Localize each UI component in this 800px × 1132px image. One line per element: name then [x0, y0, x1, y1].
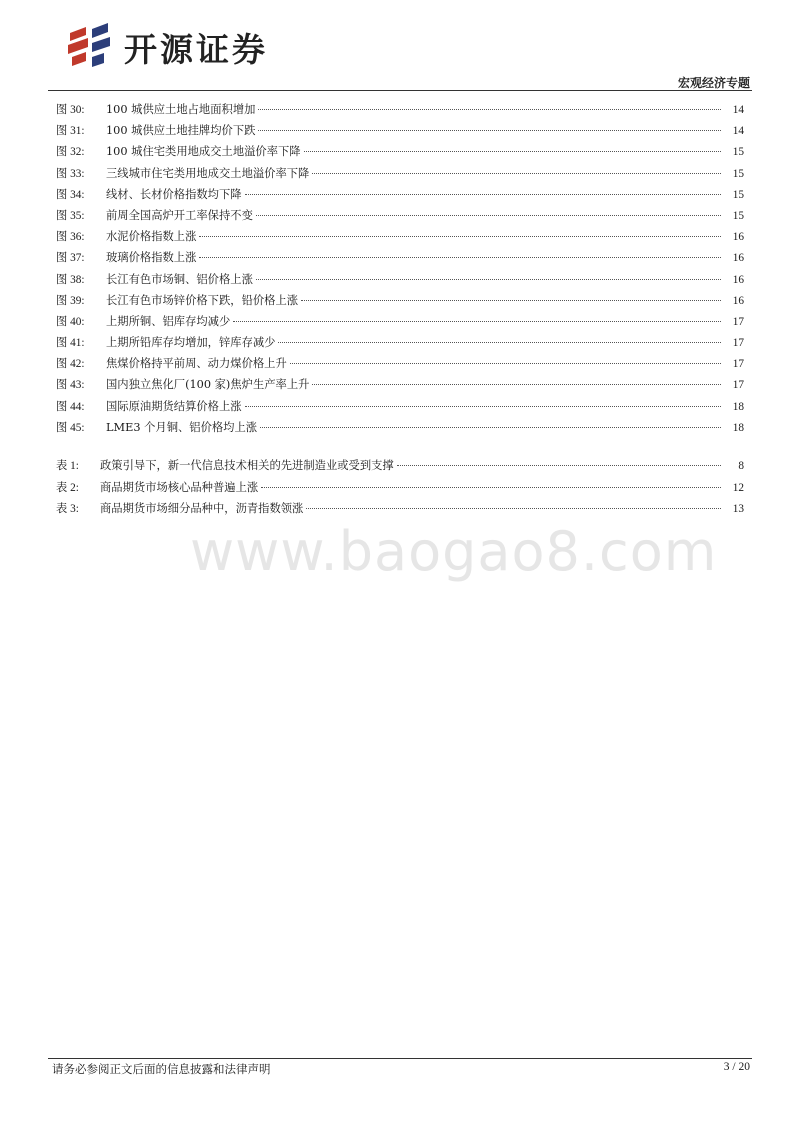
figure-entry-number: 图 42: [56, 358, 85, 371]
figure-entry-page: 18 [732, 421, 744, 434]
company-logo [64, 22, 304, 72]
figure-entry-leader-dots [199, 236, 721, 237]
figure-entry[interactable] [56, 355, 744, 376]
footer-divider [48, 1058, 752, 1059]
logo-text: 开源证券 [124, 29, 268, 69]
table-entry-page: 8 [738, 460, 744, 472]
figure-entry-number: 图 40: [56, 315, 85, 328]
figure-entry-leader-dots [312, 173, 721, 174]
figure-entry-number: 图 44: [56, 400, 85, 413]
figure-entry[interactable] [56, 313, 744, 334]
figure-entry-number: 图 39: [56, 294, 85, 307]
figure-entry-title: LME3 个月铜、铝价格均上涨 [106, 420, 258, 434]
figure-entry[interactable] [56, 228, 744, 249]
figure-entry[interactable] [56, 249, 744, 270]
figure-entry[interactable] [56, 398, 744, 419]
figure-entry-title: 三线城市住宅类用地成交土地溢价率下降 [106, 166, 310, 180]
figure-entry-title: 长江有色市场锌价格下跌，铅价格上涨 [106, 293, 299, 307]
figure-entry-leader-dots [258, 130, 721, 131]
figure-entry-leader-dots [304, 151, 721, 152]
figure-entry-page: 17 [732, 379, 744, 392]
table-entry-page: 13 [732, 503, 744, 515]
figure-entry[interactable] [56, 122, 744, 143]
figure-entry-leader-dots [245, 406, 721, 407]
figure-entry-number: 图 43: [56, 379, 85, 392]
table-list [56, 457, 744, 522]
figure-entry-leader-dots [245, 194, 721, 195]
page-number: 3 / 20 [723, 1061, 750, 1073]
figure-entry[interactable] [56, 143, 744, 164]
figure-entry-page: 17 [732, 337, 744, 350]
figure-entry-title: 前周全国高炉开工率保持不变 [106, 208, 253, 222]
figure-entry-leader-dots [258, 109, 721, 110]
figure-entry-page: 16 [732, 273, 744, 286]
figure-entry-number: 图 30: [56, 104, 85, 116]
logo-mark-icon [64, 23, 116, 71]
figure-entry[interactable] [56, 101, 744, 122]
figure-list [56, 101, 744, 440]
figure-entry-title: 线材、长材价格指数均下降 [106, 187, 242, 201]
figure-entry-page: 15 [732, 209, 744, 222]
figure-entry-title: 水泥价格指数上涨 [106, 230, 197, 244]
figure-entry[interactable] [56, 419, 744, 440]
figure-entry-page: 17 [732, 358, 744, 371]
figure-entry-page: 15 [732, 146, 744, 159]
figure-entry-title: 100 城供应土地占地面积增加 [106, 103, 256, 116]
figure-entry-leader-dots [278, 342, 721, 343]
table-entry[interactable] [56, 457, 744, 479]
figure-entry-page: 16 [732, 231, 744, 244]
footer-disclaimer: 请务必参阅正文后面的信息披露和法律声明 [52, 1062, 271, 1076]
figure-entry-page: 16 [732, 294, 744, 307]
figure-entry-number: 图 36: [56, 231, 85, 244]
figure-entry-number: 图 31: [56, 125, 85, 138]
figure-entry-leader-dots [256, 215, 721, 216]
figure-entry-number: 图 37: [56, 252, 85, 265]
figure-entry-leader-dots [199, 257, 721, 258]
table-entry-leader-dots [261, 487, 721, 488]
figure-entry-leader-dots [290, 363, 721, 364]
figure-entry[interactable] [56, 186, 744, 207]
figure-entry-number: 图 35: [56, 209, 85, 222]
figure-entry-number: 图 32: [56, 146, 85, 159]
figure-entry-page: 18 [732, 400, 744, 413]
figure-entry-page: 15 [732, 188, 744, 201]
figure-entry-leader-dots [260, 427, 721, 428]
figure-entry-title: 上期所铜、铝库存均减少 [106, 314, 231, 328]
figure-entry-title: 100 城住宅类用地成交土地溢价率下降 [106, 145, 301, 159]
figure-entry-leader-dots [312, 384, 721, 385]
table-entry-title: 商品期货市场细分品种中，沥青指数领涨 [100, 502, 304, 515]
table-entry[interactable] [56, 479, 744, 501]
figure-entry-title: 焦煤价格持平前周、动力煤价格上升 [106, 357, 287, 371]
watermark: www.baogao8.com [190, 520, 718, 583]
figure-entry-leader-dots [301, 300, 721, 301]
figure-entry[interactable] [56, 376, 744, 397]
figure-entry-title: 玻璃价格指数上涨 [106, 251, 197, 265]
table-entry-page: 12 [732, 481, 744, 494]
figure-entry[interactable] [56, 207, 744, 228]
figure-entry-page: 15 [732, 167, 744, 180]
figure-entry-page: 16 [732, 252, 744, 265]
figure-entry[interactable] [56, 292, 744, 313]
table-entry-number: 表 1: [56, 460, 79, 472]
table-entry-title: 商品期货市场核心品种普遍上涨 [100, 480, 259, 494]
section-label: 宏观经济专题 [677, 76, 750, 90]
figure-entry-number: 图 45: [56, 421, 85, 434]
table-entry-number: 表 3: [56, 503, 79, 515]
table-entry[interactable] [56, 500, 744, 522]
table-entry-number: 表 2: [56, 481, 79, 494]
figure-entry-title: 国内独立焦化厂(100 家)焦炉生产率上升 [106, 378, 310, 392]
figure-entry-page: 14 [732, 125, 744, 138]
figure-entry-number: 图 34: [56, 188, 85, 201]
figure-entry[interactable] [56, 271, 744, 292]
header-divider [48, 90, 752, 91]
table-entry-leader-dots [397, 465, 721, 466]
figure-entry-title: 长江有色市场铜、铝价格上涨 [106, 272, 253, 286]
figure-entry-number: 图 41: [56, 337, 85, 350]
figure-entry[interactable] [56, 334, 744, 355]
table-entry-leader-dots [306, 508, 721, 509]
figure-entry-leader-dots [233, 321, 721, 322]
figure-entry[interactable] [56, 165, 744, 186]
figure-entry-leader-dots [256, 279, 721, 280]
figure-entry-title: 国际原油期货结算价格上涨 [106, 399, 242, 413]
figure-entry-page: 17 [732, 315, 744, 328]
table-entry-title: 政策引导下，新一代信息技术相关的先进制造业或受到支撑 [100, 459, 394, 472]
figure-entry-title: 100 城供应土地挂牌均价下跌 [106, 124, 256, 138]
figure-entry-number: 图 38: [56, 273, 85, 286]
figure-entry-page: 14 [732, 104, 744, 116]
figure-entry-title: 上期所铅库存均增加，锌库存减少 [106, 336, 276, 350]
figure-entry-number: 图 33: [56, 167, 85, 180]
